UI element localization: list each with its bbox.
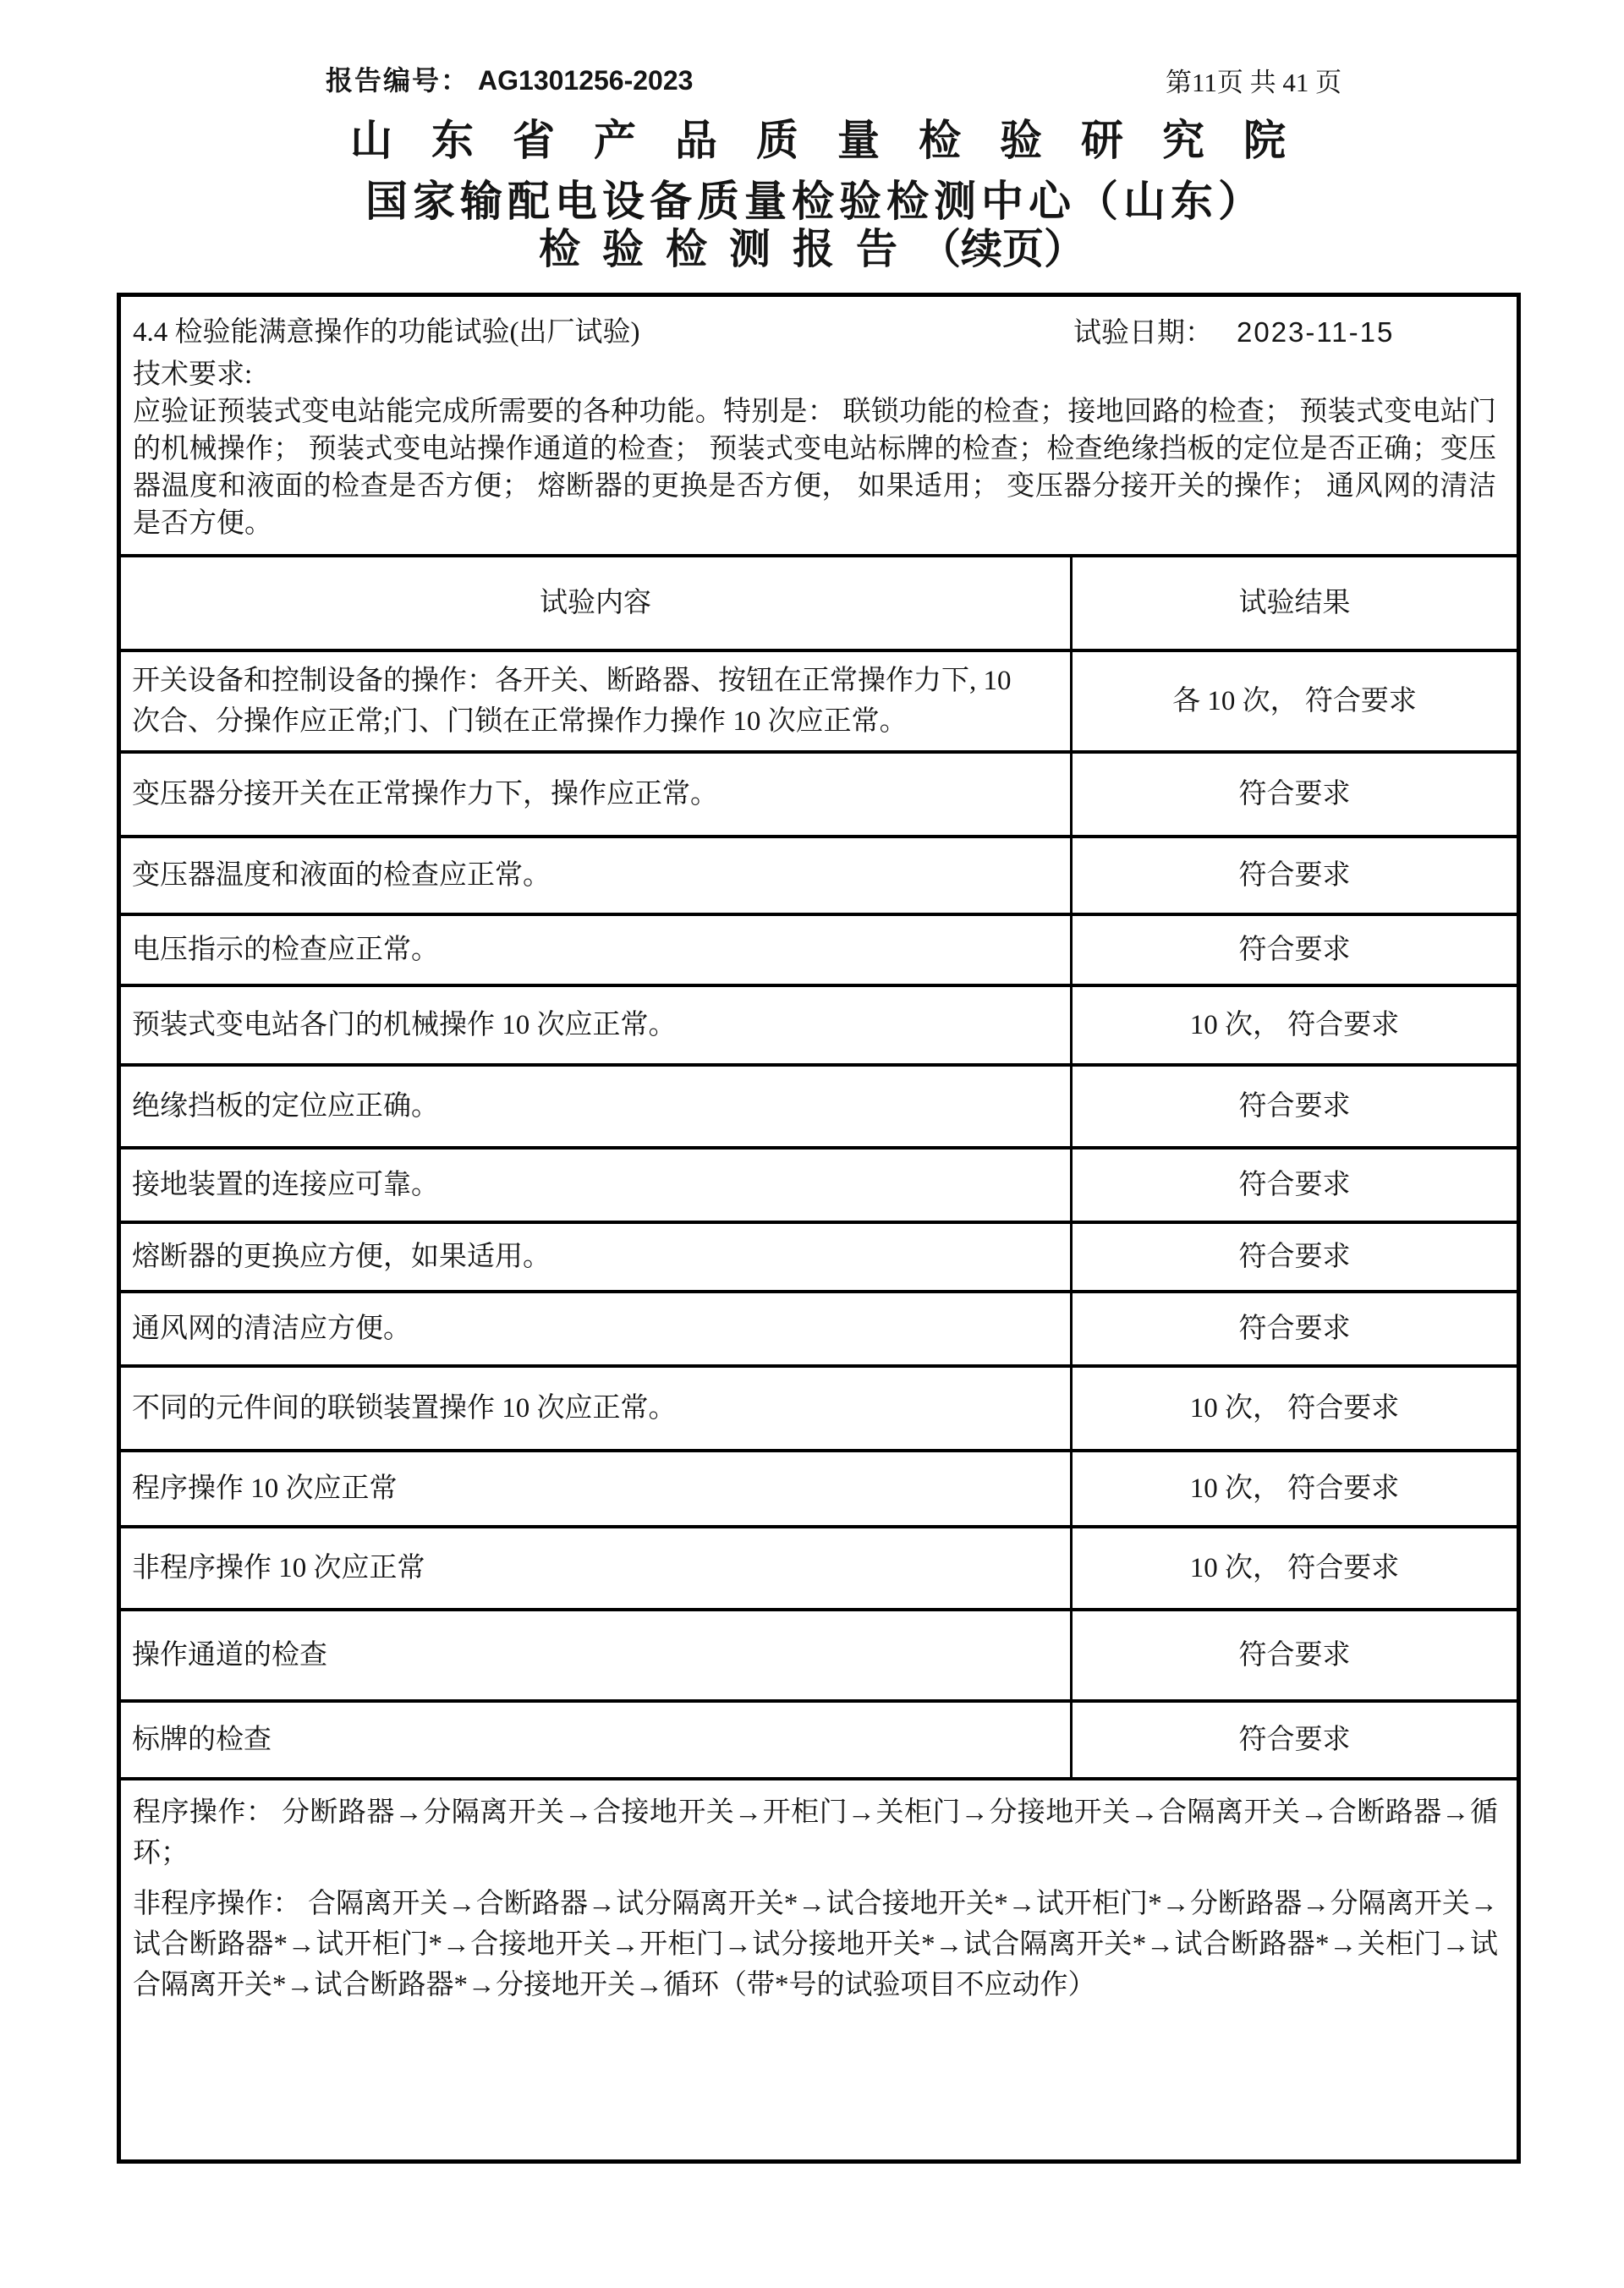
table-row — [121, 1067, 1517, 1149]
section-heading: 4.4 检验能满意操作的功能试验(出厂试验) — [133, 317, 640, 348]
table-header-row — [121, 557, 1517, 652]
operation-sequence-notes — [133, 1792, 1498, 2005]
test-result-cell: 10 次， 符合要求 — [1070, 1528, 1517, 1608]
test-result-cell: 符合要求 — [1070, 754, 1517, 835]
test-content-cell: 绝缘挡板的定位应正确。 — [132, 1091, 439, 1122]
tech-requirements-text: 应验证预装式变电站能完成所需要的各种功能。特别是： 联锁功能的检查；接地回路的检查； 预装式变电站门的机械操作； 预装式变电站操作通道的检查； 预装式变电站标牌的检查；检查绝缘挡板的定位是否正确；变压器温度和液面的检查是否方便； 熔断器的更换是否方便， 如果适用； 变压器分接开关的操作； 通风网的清洁是否方便。 — [133, 397, 1497, 539]
test-result-cell: 符合要求 — [1070, 1224, 1517, 1290]
test-date — [1073, 314, 1394, 352]
test-content-cell: 变压器温度和液面的检查应正常。 — [132, 860, 551, 891]
test-result-cell: 符合要求 — [1070, 1067, 1517, 1146]
column-header-content: 试验内容 — [540, 588, 651, 618]
test-result-cell: 符合要求 — [1070, 1293, 1517, 1364]
table-row — [121, 1611, 1517, 1703]
report-title — [0, 217, 1624, 276]
test-content-cell: 非程序操作 10 次应正常 — [132, 1553, 425, 1583]
center-title: 国家输配电设备质量检验检测中心（山东） — [365, 178, 1265, 225]
org-title: 山东省产品质量检验研究院 — [350, 117, 1325, 164]
test-content-cell: 电压指示的检查应正常。 — [132, 935, 439, 965]
report-number — [326, 59, 693, 98]
operation-sequence-note: 非程序操作： 合隔离开关→合断路器→试分隔离开关*→试合接地开关*→试开柜门*→分断路器→分隔离开关→试合断路器*→试开柜门*→合接地开关→开柜门→试分接地开关*→试合隔离开关*→试合断路器*→关柜门→试合隔离开关*→试合断路器*→分接地开关→循环（带*号的试验项目不应动作） — [133, 1889, 1498, 2000]
test-content-cell: 预装式变电站各门的机械操作 10 次应正常。 — [132, 1010, 677, 1040]
test-content-cell: 通风网的清洁应方便。 — [132, 1314, 411, 1344]
operation-sequence-note: 程序操作： 分断路器→分隔离开关→合接地开关→开柜门→关柜门→分接地开关→合隔离开关→合断路器→循环； — [133, 1797, 1498, 1868]
column-header-result: 试验结果 — [1070, 557, 1517, 649]
test-content-cell: 开关设备和控制设备的操作：各开关、断路器、按钮在正常操作力下, 10 次合、分操作应正常;门、门锁在正常操作力操作 10 次应正常。 — [132, 666, 1012, 737]
section-header-line — [133, 314, 1505, 351]
test-result-cell: 10 次， 符合要求 — [1070, 1452, 1517, 1525]
table-row — [121, 1528, 1517, 1611]
test-result-cell: 10 次， 符合要求 — [1070, 1368, 1517, 1449]
report-number-value: AG1301256-2023 — [478, 65, 694, 96]
test-result-cell: 符合要求 — [1070, 1149, 1517, 1221]
test-content-cell: 接地装置的连接应可靠。 — [132, 1170, 439, 1200]
test-result-cell: 符合要求 — [1070, 916, 1517, 984]
table-row — [121, 987, 1517, 1067]
table-row — [121, 1293, 1517, 1368]
table-row — [121, 1703, 1517, 1780]
test-content-cell: 不同的元件间的联锁装置操作 10 次应正常。 — [132, 1393, 677, 1424]
report-number-label: 报告编号： — [326, 65, 470, 96]
table-row — [121, 754, 1517, 838]
test-result-cell: 符合要求 — [1070, 1703, 1517, 1777]
table-row — [121, 916, 1517, 987]
test-content-cell: 程序操作 10 次应正常 — [132, 1473, 398, 1504]
report-body-box — [117, 293, 1521, 2164]
table-row — [121, 1224, 1517, 1293]
test-content-cell: 操作通道的检查 — [132, 1640, 327, 1671]
page-indicator: 第11页 共 41 页 — [1166, 68, 1342, 97]
table-row — [121, 1368, 1517, 1452]
test-result-cell: 各 10 次， 符合要求 — [1070, 652, 1517, 750]
test-date-label: 试验日期： — [1073, 318, 1213, 348]
table-row — [121, 838, 1517, 916]
test-content-cell: 标牌的检查 — [132, 1725, 272, 1755]
test-date-value: 2023-11-15 — [1237, 316, 1395, 348]
table-row — [121, 1452, 1517, 1528]
table-row — [121, 1149, 1517, 1224]
test-table — [121, 554, 1517, 1780]
report-title-suffix: （续页） — [919, 226, 1086, 272]
table-row — [121, 652, 1517, 754]
test-result-cell: 符合要求 — [1070, 838, 1517, 913]
test-result-cell: 符合要求 — [1070, 1611, 1517, 1699]
tech-requirements-label: 技术要求: — [133, 359, 253, 390]
test-content-cell: 熔断器的更换应方便，如果适用。 — [132, 1242, 551, 1272]
test-content-cell: 变压器分接开关在正常操作力下，操作应正常。 — [132, 779, 718, 809]
report-title-main: 检验检测报告 — [538, 226, 919, 272]
test-result-cell: 10 次， 符合要求 — [1070, 987, 1517, 1063]
